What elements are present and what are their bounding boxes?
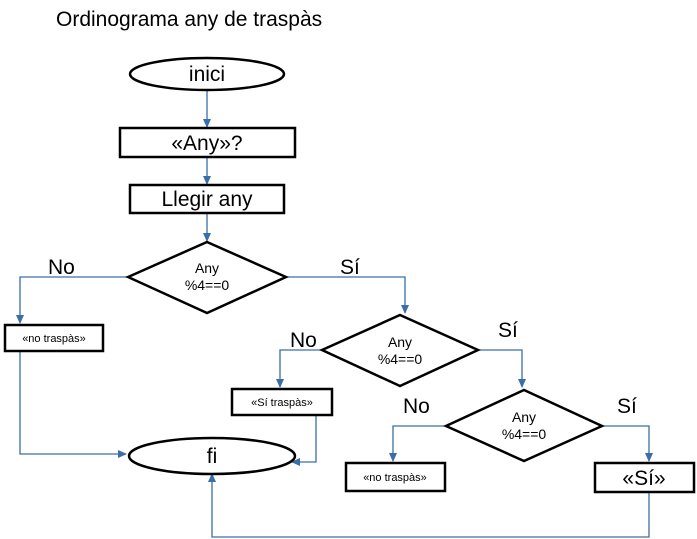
edge-label-d3-no: No bbox=[403, 395, 430, 418]
connectors bbox=[20, 89, 649, 537]
start-label: inici bbox=[188, 63, 226, 86]
decision-3-line2: %4==0 bbox=[501, 426, 547, 442]
prompt-label: «Any»? bbox=[171, 132, 243, 155]
decision-1-line1: Any bbox=[194, 260, 220, 276]
edge-label-d2-no: No bbox=[290, 329, 317, 352]
edge-label-d2-yes: Sí bbox=[498, 319, 518, 342]
output-no-leap-1 bbox=[5, 325, 103, 351]
decision-2-line1: Any bbox=[387, 334, 413, 350]
diagram-title: Ordinograma any de traspàs bbox=[56, 8, 323, 31]
edge-d3-no bbox=[393, 426, 446, 461]
decision-3 bbox=[446, 390, 602, 461]
prompt-box bbox=[120, 128, 295, 157]
decision-2-line2: %4==0 bbox=[377, 351, 423, 367]
decision-1 bbox=[128, 242, 286, 313]
read-box bbox=[130, 185, 284, 213]
end-terminal bbox=[129, 438, 295, 474]
output-no-leap-2-label: «no traspàs» bbox=[363, 472, 427, 484]
decision-1-line2: %4==0 bbox=[184, 277, 230, 293]
edge-label-d1-yes: Sí bbox=[340, 256, 360, 279]
output-no-leap-2 bbox=[346, 463, 445, 491]
edge-label-d1-no: No bbox=[48, 256, 75, 279]
output-leap-1 bbox=[232, 389, 332, 415]
decision-2 bbox=[322, 315, 478, 386]
start-terminal bbox=[130, 58, 284, 90]
edge-d2-no bbox=[280, 350, 322, 387]
read-label: Llegir any bbox=[161, 188, 253, 211]
edge-d1-yes bbox=[286, 277, 405, 313]
end-label: fi bbox=[206, 445, 218, 468]
edge-d3-yes bbox=[602, 426, 649, 461]
edge-d2-yes bbox=[478, 350, 522, 387]
output-leap-1-label: «Sí traspàs» bbox=[251, 397, 313, 409]
edge-label-d3-yes: Sí bbox=[617, 395, 637, 418]
decision-3-line1: Any bbox=[511, 409, 537, 425]
edge-out1-to-end bbox=[20, 351, 126, 454]
output-leap-2 bbox=[595, 463, 694, 492]
edge-d1-no bbox=[20, 277, 128, 323]
output-no-leap-1-label: «no traspàs» bbox=[22, 333, 86, 345]
output-leap-2-label: «Sí» bbox=[622, 467, 666, 490]
